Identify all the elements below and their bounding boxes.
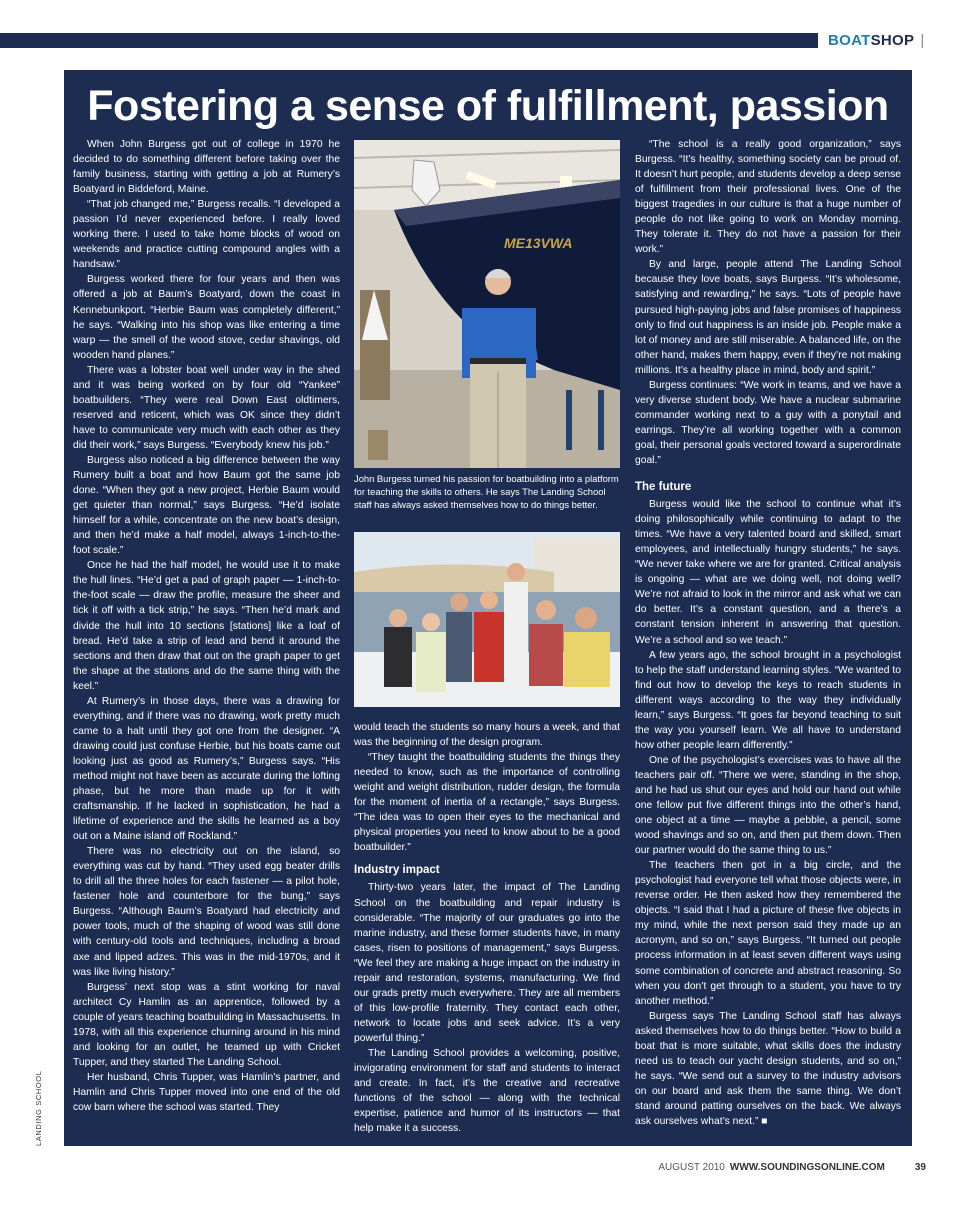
paragraph: The Landing School provides a welcoming, positive, invigorating environment for staff and students to interact and create. In fact, it’s the creative and recreative functions of the school — along with the technical expertise, patience and humor of its instructors — that help make it a success. <box>354 1047 620 1135</box>
paragraph: Burgess worked there for four years and then was offered a job at Baum’s Boatyard, down the coast in Kennebunkport. “Herbie Baum was completely different,” he says. “Walking into his shop was like entering a time warp — the smell of the wood stove, cedar shavings, old wooden hand planes.” <box>73 274 340 361</box>
issue-date: AUGUST 2010 <box>658 1162 725 1173</box>
top-color-bar <box>0 33 818 48</box>
paragraph: would teach the students so many hours a week, and that was the beginning of the design program. <box>354 722 620 749</box>
paragraph: The teachers then got in a big circle, and the psychologist had everyone tell what those objects were, in reverse order. He then asked how they remembered the objects. “I said that I had a picture of these five objects in my mind, while the next person said they made up an acronym, and so on,” says Burgess. “It turned out people process information in at least seven different ways using some combination of concrete and abstract reasoning. So when you don’t get through to a student, you have to try another method.” <box>635 860 901 1007</box>
article-title: Fostering a sense of fulfillment, passion <box>87 82 889 130</box>
paragraph: Burgess continues: “We work in teams, and we have a very diverse student body. We have a nuclear submarine commander working next to a guy with a ponytail and earrings. They’re all working together with a common goal, their personal goals vectored toward a superordinate goal.” <box>635 379 901 466</box>
boat-shop-illustration <box>354 140 620 468</box>
photo-credit-vertical: LANDING SCHOOL <box>34 1070 43 1146</box>
paragraph: Burgess says The Landing School staff has always asked themselves how to do things better. “How to build a boat that is more suitable, what skills does the industry need us to teach our yacht design students, and so on,” he says. “We send out a survey to the industry advisors on our board and ask them the same thing. We don’t stand around patting ourselves on the back. We always ask ourselves what’s next.” ■ <box>635 1010 901 1127</box>
paragraph: Once he had the half model, he would use it to make the hull lines. “He’d get a pad of graph paper — 1-inch-to-the-foot scale — draw the profile, measure the sheer and tick it off with a tick strip,” he says. “Then he’d mark and divide the hull into 10 sections [stations] like a loaf of bread. He’d take a strip of lead and bend it around the sections and then draw that out on the graph paper to get the shape at the stations and do the same thing with the keel.” <box>73 560 340 692</box>
paragraph: When John Burgess got out of college in 1970 he decided to do something different before taking over the family business, starting with getting a job at Rumery’s Boatyard in Biddeford, Maine. <box>73 139 340 196</box>
paragraph: Her husband, Chris Tupper, was Hamlin’s partner, and Hamlin and Chris Tupper moved into one end of the old cow barn where the school was started. They <box>73 1071 340 1113</box>
column-1 <box>73 137 340 1115</box>
paragraph: Thirty-two years later, the impact of The Landing School on the boatbuilding and repair industry is considerable. “The majority of our graduates go into the marine industry, and these former students have, in many cases, risen to positions of management,” says Burgess. “We feel they are making a huge impact on the industry in repair and restoration, systems, manufacturing. We find our grads pretty much everywhere. They are all members of this low-profile fraternity. They contact each other, network to locate jobs and seek advice. It’s a very powerful thing.” <box>354 882 620 1044</box>
paragraph: There was no electricity out on the island, so everything was cut by hand. “They used egg beater drills to drill all the three holes for each fastener — a pilot hole, fastener hole and counterbore for the bung,” says Burgess. “Although Baum’s Boatyard had electricity and power tools, much of the shaping of wood was still done with century-old tools and techniques, including a broad axe and lipped adzes. This was in the mid-1970s, and it was like living history.” <box>73 846 340 978</box>
section-label <box>828 32 925 49</box>
article-panel <box>64 70 912 1146</box>
paragraph: At Rumery’s in those days, there was a drawing for everything, and if there was no drawing, work pretty much came to a halt until they got one from the designer. “A drawing could just confuse Herbie, but his boats came out looking just as good as Rumery’s,” Burgess says. “His method might not have been as accurate during the lofting phase, but he more than made up for it with craftsmanship. If he lacked in sophistication, he had a lifetime of experience and the skills he learned as a boy out on a Maine island off Rockland.” <box>73 695 340 843</box>
photo-caption: John Burgess turned his passion for boatbuilding into a platform for teaching the skills to others. He says The Landing School staff has always asked themselves how to do things better. <box>354 473 619 511</box>
paragraph: “They taught the boatbuilding students the things they needed to know, such as the importance of controlling weight and weight distribution, rudder design, the formula for the moment of inertia of a rectangle,” says Burgess. “The idea was to open their eyes to the mechanical and physical properties you need to know about to be a good boatbuilder.” <box>354 752 620 854</box>
section-label-shop: SHOP <box>870 32 915 49</box>
paragraph: A few years ago, the school brought in a psychologist to help the staff understand learning styles. “We wanted to find out how to develop the keys to reach students in different ways according to the way they individually learn,” says Burgess. “It goes far beyond teaching to suit the way you yourself learn. We all have to understand how other people learn differently.” <box>635 649 901 751</box>
paragraph: There was a lobster boat well under way in the shed and it was being worked on by four old “Yankee” boatbuilders. “They were real Down East oldtimers, reserved and reticent, which was OK since they didn’t have to communicate very much with each other as they did their work,” says Burgess. “Everybody knew his job.” <box>73 364 340 451</box>
paragraph: By and large, people attend The Landing School because they love boats, says Burgess. “It’s wholesome, satisfying and rewarding,” he says. “Lots of people have pursued high-paying jobs and false promises of happiness only to find out happiness is an inside job. People make a lot of money and are still miserable. A balanced life, on the other hand, makes them happy, even if they’re not making millions. It’s a healthy place in mind, body and spirit.” <box>635 259 901 376</box>
website-link[interactable]: WWW.SOUNDINGSONLINE.COM <box>729 1162 885 1173</box>
paragraph: Burgess also noticed a big difference between the way Rumery built a boat and how Baum got the same job done. “When they got a new project, Herbie Baum would get quieter than normal,” says Burgess. “He’d isolate himself for a while, concentrate on the new boat’s design, and then he’d make a half model, always 1-inch-to-the-foot scale.” <box>73 454 340 557</box>
paragraph: One of the psychologist’s exercises was to have all the teachers pair off. “There we were, standing in the shop, and he had us shut our eyes and hold our hand out while one fellow put five different things into the other’s hand, one object at a time — maybe a pebble, a pencil, some wood shavings and so on, and then put them down. Then our partner would do the same thing to us.” <box>635 754 901 857</box>
page-footer <box>658 1162 926 1173</box>
paragraph: Burgess’ next stop was a stint working for naval architect Cy Hamlin as an apprentice, followed by a couple of years teaching boatbuilding in Massachusetts. In 1978, with all this experience churning around in his mind and looking for an outlet, he teamed up with Cricket Tupper, and they started The Landing School. <box>73 981 340 1068</box>
paragraph: “The school is a really good organization,” says Burgess. “It’s healthy, something society can be proud of. It doesn’t hurt people, and students develop a deep sense of fulfillment from their professional lives. One of the biggest tragedies in our culture is that a huge number of people do not like going to work on Monday morning. They tolerate it. They do not have a passion for their work.” <box>635 139 901 256</box>
column-3 <box>635 137 901 1129</box>
subheading-industry-impact: Industry impact <box>354 864 440 877</box>
group-photo-illustration <box>354 532 620 707</box>
hull-registration-text: ME13VWA <box>504 235 573 251</box>
column-2 <box>354 720 620 1136</box>
paragraph: Burgess would like the school to continue what it’s doing philosophically while continuing to adapt to the times. “We have a very talented board and skilled, smart employees, and intellectually hungry students,” he says. “We never take where we are for granted. Critical analysis is ongoing — what are we doing well, not doing well? We’re not afraid to look in the mirror and ask what we can do better. It’s a constant question, and a there’s a constant tension inherent in answering that question. We’re a school and so we teach.” <box>635 499 901 646</box>
page-number: 39 <box>914 1162 926 1173</box>
section-separator: | <box>920 32 925 49</box>
paragraph: “That job changed me,” Burgess recalls. “I developed a passion I’d never experienced before. I really loved working there. I used to take home blocks of wood on weekends and practice cutting compound angles with a handsaw.” <box>73 199 340 271</box>
subheading-the-future: The future <box>635 481 692 494</box>
photo-burgess-boat <box>354 140 620 468</box>
photo-staff-group <box>354 532 620 707</box>
section-label-boat: BOAT <box>828 32 871 49</box>
